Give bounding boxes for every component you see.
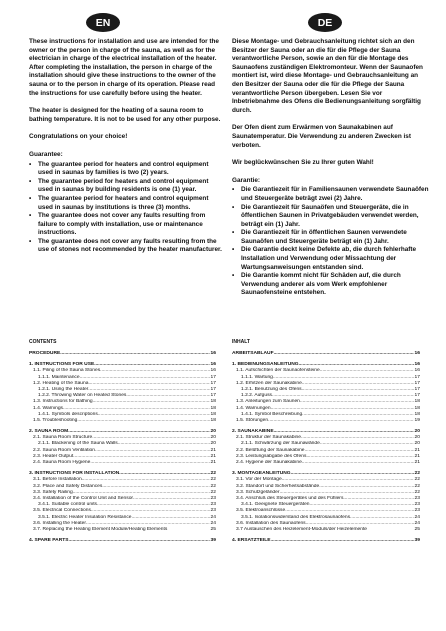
toc-entry-label: 3.4.1. Geeignete Steuergeräten — [241, 502, 310, 508]
toc-entry-label: 1.1. Piling of the Sauna Stones — [33, 368, 101, 374]
toc-entry — [29, 538, 216, 544]
toc-entry-label: 1. BEDIENUNGSANLEITUNG — [232, 362, 299, 368]
toc-page-number: 20 — [210, 441, 216, 447]
toc-entry-label: 1.2.2. Throwing Water on Heated Stones — [38, 393, 127, 399]
toc-leader-dots — [69, 538, 210, 544]
toc-entry-label: 3.1. Vor der Montage — [236, 477, 282, 483]
toc-page-number: 16 — [414, 368, 420, 374]
toc-entry-label: 3.3. Safety Railing — [33, 489, 73, 495]
toc-entry-label: 2. SAUNA ROOM — [29, 429, 69, 435]
congratulations-text: Wir beglückwünschen Sie zu Ihrer guten Wahl! — [232, 159, 374, 167]
toc-page-number: 25 — [210, 526, 216, 532]
toc-entry-label: 2.1.1. Blackening of the Sauna Walls — [38, 441, 118, 447]
toc-page-number: 21 — [210, 447, 216, 453]
toc-page-number: 24 — [210, 520, 216, 526]
toc-entry-label: 2.2. Belüftung der Saunakabine — [236, 447, 305, 453]
toc-entry-label: 3.6. Installation des Saunaofens — [236, 520, 306, 526]
toc-entry-label: 1.5. Störungen — [236, 417, 269, 423]
toc-page-number: 18 — [414, 411, 420, 417]
toc-entry-label: 1.3. Instructions for Bathing — [33, 399, 93, 405]
toc-entry-label: 3.5. Elektroanschlüsse — [236, 508, 286, 514]
toc-page-number: 23 — [414, 495, 420, 501]
toc-page-number: 17 — [414, 386, 420, 392]
intro-column-en — [29, 38, 225, 255]
guarantee-item: • The guarantee period for heaters and control equipment used in saunas by institutions is three (3) months. — [29, 195, 225, 212]
toc-entry-label: 1.4. Warnings — [33, 405, 63, 411]
toc-leader-dots — [90, 460, 209, 466]
toc-page-number: 20 — [414, 435, 420, 441]
toc-page-number: 22 — [210, 489, 216, 495]
toc-page-number: 16 — [414, 362, 420, 368]
toc-page-number: 23 — [414, 502, 420, 508]
guarantee-title: Guarantee: — [29, 150, 63, 158]
toc-page-number: 16 — [210, 362, 216, 368]
toc-entry-label: 1. INSTRUCTIONS FOR USE — [29, 362, 95, 368]
toc-entry-label: 3. MONTAGEANLEITUNG — [232, 471, 291, 477]
toc-page-number: 19 — [414, 417, 420, 423]
guarantee-list — [29, 161, 225, 256]
toc-entry-label: 1.5. Troubleshooting — [33, 417, 78, 423]
toc-entry-label: 3.6. Installing the Heater — [33, 520, 87, 526]
toc-entry-label: 2.2. Sauna Room Ventilation — [33, 447, 95, 453]
toc-entry — [232, 460, 420, 466]
toc-page-number: 17 — [414, 393, 420, 399]
guarantee-item: • The guarantee does not cover any faults resulting from failure to comply with installation, use or maintenance instructions. — [29, 212, 225, 238]
toc-entry — [232, 538, 420, 544]
toc-page-number: 23 — [210, 508, 216, 514]
toc-entry-label: 2.3. Leistungsabgabe des Ofens — [236, 453, 307, 459]
toc-page-number: 16 — [414, 351, 420, 356]
toc-page-number: 18 — [414, 405, 420, 411]
toc-rows — [29, 351, 216, 544]
toc-entry-label: 3.5.1. Isolationswiderstand des Elektrosaunaofens — [241, 514, 351, 520]
toc-page-number: 22 — [414, 483, 420, 489]
toc-page-number: 23 — [414, 508, 420, 514]
toc-entry-label: 3. INSTRUCTIONS FOR INSTALLATION — [29, 471, 120, 477]
toc-page-number: 21 — [210, 453, 216, 459]
toc-page-number: 20 — [210, 429, 216, 435]
toc-entry-label: 1.1.1. Maintenance — [38, 374, 80, 380]
table-of-contents-en — [29, 339, 216, 544]
toc-entry-label: 3.7. Replacing the Heating Element Module/Heating Elements — [33, 526, 168, 532]
toc-page-number: 16 — [210, 368, 216, 374]
language-badge-de: DE — [308, 13, 342, 32]
toc-page-number: 18 — [210, 405, 216, 411]
toc-page-number: 17 — [414, 374, 420, 380]
toc-page-number: 17 — [210, 393, 216, 399]
toc-entry-label: 3.2. Place and Safety Distances — [33, 483, 103, 489]
toc-leader-dots — [77, 418, 209, 424]
toc-entry-label: 3.4. Installation of the Control Unit and Sensor — [33, 495, 134, 501]
toc-page-number: 21 — [414, 460, 420, 465]
guarantee-item: • The guarantee period for heaters and control equipment used in saunas by building residents is one (1) year. — [29, 178, 225, 195]
toc-page-number: 20 — [414, 429, 420, 435]
toc-leader-dots — [271, 538, 414, 544]
toc-entry-label: 2.3. Heater Output — [33, 453, 74, 459]
congratulations-text: Congratulations on your choice! — [29, 133, 128, 141]
toc-page-number: 16 — [210, 351, 216, 356]
toc-page-number: 18 — [210, 417, 216, 423]
guarantee-item: • The guarantee period for heaters and control equipment used in saunas by families is two (2) years. — [29, 161, 225, 178]
toc-entry-label: 3.5.1. Electric Heater Insulation Resistance — [38, 514, 132, 520]
toc-page-number: 18 — [210, 399, 216, 405]
toc-entry-label: 2.4. Sauna Room Hygiene — [33, 460, 91, 465]
toc-page-number: 17 — [210, 386, 216, 392]
toc-page-number: 21 — [210, 460, 216, 465]
toc-entry-label: ARBEITSABLAUF — [232, 351, 274, 356]
toc-entry-label: 3.1. Before Installation — [33, 477, 82, 483]
toc-page-number: 39 — [210, 538, 216, 544]
intro-paragraph: These instructions for installation and use are intended for the owner or the person in charge of the sauna, as well as for the electrician in charge of the electrical installation of the heater. After completing the installation, the person in charge of the installation should give these instructions to the owner of the sauna or to the person in charge of its operation. Please read the instructions for use carefully before using the heater. — [29, 38, 219, 97]
toc-rows — [232, 351, 420, 544]
toc-page-number: 23 — [210, 502, 216, 508]
toc-page-number: 23 — [210, 495, 216, 501]
toc-entry-label: 4. SPARE PARTS — [29, 538, 69, 544]
toc-page-number: 18 — [210, 411, 216, 417]
toc-entry-label: 3.7 Austauschen des Heizelement-Moduls/der Heizelemente — [236, 526, 368, 532]
toc-entry-label: 2.1. Sauna Room Structure — [33, 435, 93, 441]
toc-entry-label: 4. ERSATZTEILE — [232, 538, 271, 544]
toc-entry-label: 1.2.1. Using the Heater — [38, 386, 89, 392]
toc-page-number: 20 — [414, 441, 420, 447]
guarantee-item: • Die Garantiezeit für in öffentlichen Saunen verwendete Saunaöfen und Steuergeräte beträgt ein (1) Jahr. — [232, 229, 430, 246]
toc-page-number: 24 — [414, 520, 420, 526]
purpose-paragraph: Der Ofen dient zum Erwärmen von Saunakabinen auf Saunatemperatur. Die Verwendung zu anderen Zwecken ist verboten. — [232, 124, 411, 149]
toc-entry-label: 3.5. Electrical Connections — [33, 508, 91, 514]
toc-page-number: 22 — [210, 477, 216, 483]
guarantee-title: Garantie: — [232, 176, 261, 184]
toc-entry — [232, 351, 420, 357]
toc-entry — [232, 527, 420, 533]
toc-page-number: 20 — [210, 435, 216, 441]
guarantee-item: • The guarantee does not cover any faults resulting from the use of stones not recommended by the heater manufacturer. — [29, 238, 225, 255]
toc-title: INHALT — [232, 339, 250, 345]
guarantee-list — [232, 186, 430, 298]
purpose-paragraph: The heater is designed for the heating of a sauna room to bathing temperature. It is not to be used for any other purpose. — [29, 107, 221, 123]
toc-page-number: 22 — [210, 483, 216, 489]
toc-entry — [29, 460, 216, 466]
guarantee-item: • Die Garantie deckt keine Defekte ab, die durch fehlerhafte Installation und Verwendung oder Missachtung der Wartungsanweisungen entstanden sind. — [232, 246, 430, 272]
toc-entry-label: 1.3. Anleitungen zum Saunen — [236, 399, 300, 405]
toc-entry-label: 3.4.1. Suitable control units — [38, 502, 97, 508]
guarantee-item: • Die Garantiezeit für Saunaöfen und Steuergeräte, die in öffentlichen Saunen in Privatgebäuden verwendet werden, beträgt ein (1) Jahr. — [232, 204, 430, 230]
toc-page-number: 25 — [414, 526, 420, 532]
toc-page-number: 21 — [414, 453, 420, 459]
toc-leader-dots — [60, 351, 209, 357]
toc-entry-label: 1.4.1. Symbols descriptions — [38, 411, 98, 417]
toc-leader-dots — [268, 418, 413, 424]
toc-page-number: 39 — [414, 538, 420, 544]
toc-entry-label: 3.2. Standort und Sicherheitsabstände — [236, 483, 320, 489]
guarantee-item: • Die Garantiezeit für in Familiensaunen verwendete Saunaöfen und Steuergeräte beträgt zwei (2) Jahre. — [232, 186, 430, 203]
language-badge-en: EN — [86, 13, 120, 32]
toc-page-number: 22 — [414, 489, 420, 495]
toc-entry-label: 2.4. Hygiene der Saunakabine — [236, 460, 302, 465]
intro-column-de — [232, 38, 430, 298]
toc-page-number: 17 — [210, 374, 216, 380]
toc-title: CONTENTS — [29, 339, 57, 345]
toc-entry-label: 1.2.1. Benutzung des Ofens — [241, 386, 302, 392]
toc-entry — [29, 351, 216, 357]
toc-entry-label: 1.2. Heating of the Sauna — [33, 380, 89, 386]
toc-entry — [29, 527, 216, 533]
toc-leader-dots — [302, 460, 414, 466]
guarantee-item: • Die Garantie kommt nicht für Schäden auf, die durch Verwendung anderer als vom Werk empfohlener Saunaofensteine entstehen. — [232, 272, 430, 298]
toc-page-number: 24 — [210, 514, 216, 520]
toc-page-number: 21 — [414, 447, 420, 453]
toc-entry — [232, 418, 420, 424]
toc-page-number: 22 — [414, 471, 420, 477]
toc-entry-label: 2.1. Struktur der Saunakabine — [236, 435, 301, 441]
toc-entry-label: 3.4. Anschluß des Steuergerätes und des Fühlers — [236, 495, 344, 501]
toc-entry-label: 2.1.1. Schwärzung der Saunawände — [241, 441, 320, 447]
toc-entry-label: 1.2. Erhitzen der Saunakabine — [236, 380, 302, 386]
toc-entry-label: 1.2.2. Aufguss — [241, 393, 272, 399]
toc-entry-label: 1.4. Warnungen — [236, 405, 271, 411]
toc-page-number: 22 — [414, 477, 420, 483]
toc-leader-dots — [274, 351, 414, 357]
toc-entry-label: 1.1. Aufschichten der Saunaofensteine — [236, 368, 320, 374]
toc-entry-label: 2. SAUNAKABINE — [232, 429, 274, 435]
toc-page-number: 18 — [414, 399, 420, 405]
toc-entry-label: 1.4.1. Symbol Beschreibung — [241, 411, 303, 417]
toc-page-number: 22 — [210, 471, 216, 477]
toc-entry-label: 1.1.1. Wartung — [241, 374, 273, 380]
toc-entry — [29, 418, 216, 424]
toc-page-number: 24 — [414, 514, 420, 520]
toc-page-number: 17 — [210, 380, 216, 386]
intro-paragraph: Diese Montage- und Gebrauchsanleitung richtet sich an den Besitzer der Sauna oder an die für die Pflege der Sauna verantwortliche Person, sowie an den für die Montage des Saunaofens zuständigen Elektromonteur. Wenn der Saunaofen montiert ist, wird diese Montage- und Gebrauchsanleitung an den Besitzer der Sauna oder die für die Pflege der Sauna verantwortliche Person übergeben. Lesen Sie vor Inbetriebnahme des Ofens die Bedienungsanleitung sorgfältig durch. — [232, 38, 423, 114]
toc-page-number: 17 — [414, 380, 420, 386]
toc-entry-label: 3.3. Schutzgeländer — [236, 489, 280, 495]
table-of-contents-de — [232, 339, 420, 544]
toc-entry-label: PROCEDURE — [29, 351, 61, 356]
